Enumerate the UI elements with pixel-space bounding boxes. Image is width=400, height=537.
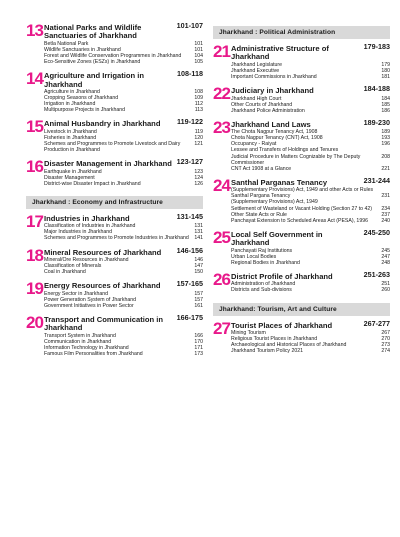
section-banner: Jharkhand: Tourism, Art and Culture: [213, 303, 390, 316]
chapter-number: 19: [26, 279, 43, 299]
chapter-title[interactable]: Agriculture and Irrigation in Jharkhand: [44, 71, 144, 89]
topic-page-number: 208: [381, 153, 390, 160]
topic-label: Schemes and Programmes to Promote Industries in Jharkhand: [44, 235, 189, 242]
topic-label: Agriculture in Jharkhand: [44, 89, 100, 95]
chapter-body: [231, 85, 390, 114]
topic-page-number: 170: [194, 338, 203, 345]
topic-page-number: 109: [194, 95, 203, 102]
topic-page-number: 221: [381, 165, 390, 172]
topic-list: [231, 281, 390, 293]
chapter-number: 21: [213, 42, 230, 61]
topic-list: [231, 96, 390, 114]
topic-page-number: 123: [194, 168, 203, 175]
chapter-heading: [44, 22, 203, 41]
topic-label: Other Courts of Jharkhand: [231, 101, 293, 108]
chapter-entry[interactable]: [26, 314, 203, 357]
topic-page-number: 270: [381, 336, 390, 342]
topic-label: Major Industries in Jharkhand: [44, 229, 113, 236]
topic-label: Regional Bodies in Jharkhand: [231, 259, 300, 266]
topic-item[interactable]: [231, 154, 390, 166]
chapter-title[interactable]: Local Self Government in Jharkhand: [231, 229, 323, 248]
chapter-title[interactable]: Tourist Places of Jharkhand: [231, 320, 333, 330]
topic-page-number: 121: [194, 140, 203, 147]
chapter-title[interactable]: Santhal Parganas Tenancy: [231, 177, 328, 187]
topic-label: Multipurpose Projects in Jharkhand: [44, 107, 126, 114]
topic-label: Energy Sector in Jharkhand: [44, 290, 109, 297]
chapter-number: 15: [26, 117, 43, 137]
topic-page-number: 245: [381, 247, 390, 254]
topic-item[interactable]: [44, 303, 203, 309]
chapter-entry[interactable]: [26, 247, 203, 276]
topic-page-number: 231: [381, 193, 390, 200]
chapter-entry[interactable]: [213, 320, 390, 355]
chapter-title[interactable]: Disaster Management in Jharkhand: [44, 159, 172, 169]
topic-label: Government Initiatives in Power Sector: [44, 302, 134, 309]
topic-label: Betla National Park: [44, 40, 89, 47]
topic-label: Transport System in Jharkhand: [44, 332, 116, 339]
topic-page-number: 124: [194, 174, 203, 181]
section-banner: Jharkhand : Political Administration: [213, 26, 390, 39]
chapter-body: [231, 43, 390, 80]
topic-page-number: 108: [194, 89, 203, 95]
topic-list: [44, 257, 203, 275]
topic-item[interactable]: [231, 348, 390, 354]
chapter-number: 13: [26, 21, 43, 40]
topic-label: Wildlife Sanctuaries in Jharkhand: [44, 46, 121, 53]
topic-item[interactable]: [44, 351, 203, 357]
topic-label: Jharkhand High Court: [231, 95, 282, 102]
topic-item[interactable]: [44, 59, 203, 65]
topic-label: Schemes and Programmes to Promote Livestock and Dairy Production in Jharkhand: [44, 140, 181, 154]
topic-page-number: 273: [381, 342, 390, 349]
chapter-title[interactable]: Animal Husbandry in Jharkhand: [44, 119, 161, 129]
chapter-page-range: 157-165: [176, 279, 203, 289]
chapter-number: 14: [26, 69, 43, 89]
chapter-heading: [231, 119, 390, 129]
topic-list: [44, 129, 203, 153]
topic-list: [231, 129, 390, 172]
chapter-heading: [231, 85, 390, 95]
chapter-heading: [44, 280, 203, 290]
topic-page-number: 120: [194, 134, 203, 141]
topic-page-number: 119: [194, 128, 203, 135]
topic-page-number: 113: [194, 107, 203, 114]
topic-label: Chota Nagpur Tenancy (CNT) Act, 1908: [231, 135, 323, 142]
topic-item[interactable]: [231, 218, 390, 224]
chapter-body: [44, 22, 203, 65]
chapter-title[interactable]: Jharkhand Land Laws: [231, 119, 311, 129]
chapter-heading: [44, 247, 203, 257]
topic-page-number: 147: [194, 263, 203, 270]
topic-item[interactable]: [44, 107, 203, 113]
chapter-page-range: 267-277: [363, 318, 390, 328]
topic-page-number: 141: [194, 235, 203, 242]
chapter-body: [231, 271, 390, 294]
chapter-entry[interactable]: [213, 85, 390, 114]
topic-list: [231, 187, 390, 224]
topic-item[interactable]: [231, 166, 390, 172]
topic-label: Mining Tourism: [231, 329, 266, 336]
topic-page-number: 161: [194, 302, 203, 309]
topic-item[interactable]: [231, 260, 390, 266]
topic-label: (Supplementary Provisions) Act, 1949: [231, 199, 318, 206]
topic-list: [44, 169, 203, 187]
chapter-body: [44, 280, 203, 309]
topic-label: Livestock in Jharkhand: [44, 128, 97, 135]
chapter-page-range: 179-183: [363, 42, 390, 51]
chapter-entry[interactable]: [26, 22, 203, 65]
topic-label: Information Technology in Jharkhand: [44, 344, 129, 351]
topic-item[interactable]: [44, 269, 203, 275]
topic-page-number: 193: [381, 135, 390, 142]
topic-label: District-wise Disaster Impact in Jharkhand: [44, 180, 141, 187]
topic-page-number: 173: [194, 351, 203, 357]
topic-page-number: 247: [381, 253, 390, 260]
topic-page-number: 189: [381, 129, 390, 136]
topic-label: Religious Tourist Places in Jharkhand: [231, 336, 318, 342]
chapter-page-range: 184-188: [363, 84, 390, 94]
chapter-number: 25: [213, 227, 230, 247]
topic-page-number: 131: [194, 229, 203, 236]
topic-page-number: 179: [381, 61, 390, 68]
chapter-entry[interactable]: [26, 158, 203, 187]
topic-label: CNT Act 1908 at a Glance: [231, 165, 292, 172]
topic-page-number: 267: [381, 329, 390, 336]
chapter-page-range: 119-122: [177, 117, 203, 127]
chapter-heading: [44, 314, 203, 333]
chapter-page-range: 101-107: [176, 21, 203, 30]
chapter-page-range: 146-156: [176, 245, 203, 255]
chapter-title[interactable]: District Profile of Jharkhand: [231, 271, 333, 281]
chapter-body: [231, 177, 390, 224]
topic-page-number: 196: [381, 141, 390, 148]
chapter-entry[interactable]: [26, 118, 203, 153]
topic-list: [44, 223, 203, 241]
topic-page-number: 248: [381, 259, 390, 266]
chapter-title[interactable]: Administrative Structure of Jharkhand: [231, 44, 329, 62]
topic-label: Eco-Sensitive Zones (ESZs) in Jharkhand: [44, 59, 141, 66]
topic-label: Mineral/Ore Resources in Jharkhand: [44, 256, 129, 263]
topic-page-number: 260: [381, 287, 390, 294]
chapter-page-range: 189-230: [363, 117, 390, 127]
topic-label: (Supplementary Provisions) Act, 1949 and other Acts or Rules: [231, 187, 374, 194]
topic-page-number: 186: [381, 107, 390, 114]
chapter-number: 24: [213, 175, 230, 195]
topic-label: Jharkhand Police Administration: [231, 107, 305, 114]
chapter-number: 23: [213, 117, 230, 137]
topic-page-number: 180: [381, 67, 390, 74]
topic-page-number: 274: [381, 348, 390, 355]
topic-label: Famous Film Personalities from Jharkhand: [44, 351, 143, 357]
topic-page-number: 184: [381, 95, 390, 102]
topic-list: [231, 330, 390, 354]
topic-item[interactable]: [231, 74, 390, 80]
chapter-heading: [44, 118, 203, 128]
topic-page-number: 237: [381, 211, 390, 218]
chapter-page-range: 245-250: [363, 227, 390, 237]
section-banner: Jharkhand : Economy and Infrastructure: [26, 196, 203, 209]
topic-label: Irrigation in Jharkhand: [44, 101, 96, 108]
topic-item[interactable]: [44, 235, 203, 241]
topic-label: Communication in Jharkhand: [44, 338, 112, 345]
chapter-heading: [44, 213, 203, 223]
chapter-entry[interactable]: [213, 229, 390, 266]
chapter-title[interactable]: Transport and Communication in Jharkhand: [44, 314, 163, 333]
topic-label: Archaeological and Historical Places of Jharkhand: [231, 342, 347, 349]
topic-item[interactable]: [44, 181, 203, 187]
topic-page-number: 240: [381, 217, 390, 224]
topic-label: Power Generation System of Jharkhand: [44, 296, 136, 303]
topic-item[interactable]: [231, 108, 390, 114]
chapter-body: [44, 118, 203, 153]
chapter-title[interactable]: Mineral Resources of Jharkhand: [44, 247, 162, 257]
topic-page-number: 171: [194, 344, 203, 351]
topic-label: Earthquake in Jharkhand: [44, 168, 102, 175]
chapter-page-range: 131-145: [176, 211, 203, 221]
chapter-number: 20: [26, 312, 43, 332]
chapter-title[interactable]: Energy Resources of Jharkhand: [44, 281, 161, 291]
topic-list: [231, 248, 390, 266]
topic-list: [44, 89, 203, 113]
topic-page-number: 251: [381, 281, 390, 288]
topic-item[interactable]: [44, 141, 203, 153]
chapter-number: 22: [213, 84, 230, 104]
topic-list: [44, 41, 203, 65]
topic-page-number: 101: [194, 40, 203, 47]
chapter-body: [44, 213, 203, 242]
topic-item[interactable]: [231, 287, 390, 293]
topic-label: Judicial Procedure in Matters Cognizable by The Deputy Commissioner: [231, 153, 361, 166]
topic-label: Important Commissions in Jharkhand: [231, 74, 317, 80]
topic-list: [44, 333, 203, 357]
chapter-page-range: 251-263: [363, 269, 390, 279]
chapter-number: 26: [213, 269, 230, 289]
contents-column-left: [26, 22, 203, 531]
topic-label: Other State Acts or Rule: [231, 211, 287, 218]
chapter-heading: [231, 229, 390, 248]
chapter-title[interactable]: Industries in Jharkhand: [44, 213, 130, 223]
topic-page-number: 157: [194, 290, 203, 297]
topic-label: Classification of Industries in Jharkhand: [44, 223, 136, 230]
chapter-number: 16: [26, 157, 43, 177]
chapter-page-range: 166-175: [176, 312, 203, 322]
topic-label: Jharkhand Legislature: [231, 61, 283, 68]
topic-page-number: 166: [194, 332, 203, 339]
topic-label: Districts and Sub-divisions: [231, 287, 292, 294]
chapter-body: [231, 229, 390, 266]
topic-list: [231, 62, 390, 80]
topic-page-number: 105: [194, 59, 203, 66]
topic-page-number: 181: [381, 74, 390, 80]
topic-page-number: 131: [194, 223, 203, 230]
chapter-page-range: 108-118: [177, 69, 203, 79]
topic-label: Classification of Minerals: [44, 263, 102, 270]
topic-label: Santhal Pargana Tenancy: [231, 193, 291, 200]
topic-label: Panchayati Raj Institutions: [231, 247, 293, 254]
chapter-heading: [231, 271, 390, 281]
topic-label: Urban Local Bodies: [231, 253, 277, 260]
chapter-heading: [231, 177, 390, 187]
chapter-number: 17: [26, 211, 43, 231]
chapter-title[interactable]: Judiciary in Jharkhand: [231, 86, 314, 96]
topic-label: Lessee and Transfers of Holdings and Tenures: [231, 147, 339, 154]
topic-page-number: 157: [194, 296, 203, 303]
topic-page-number: 185: [381, 101, 390, 108]
topic-page-number: 112: [194, 101, 203, 108]
topic-label: Fisheries in Jharkhand: [44, 134, 97, 141]
topic-page-number: 101: [194, 46, 203, 53]
topic-label: Cropping Seasons of Jharkhand: [44, 95, 119, 102]
topic-page-number: 104: [194, 53, 203, 59]
chapter-body: [44, 158, 203, 187]
chapter-heading: [231, 320, 390, 330]
chapter-number: 27: [213, 318, 230, 338]
topic-label: Disaster Management: [44, 174, 95, 181]
topic-label: Jharkhand Tourism Policy 2021: [231, 348, 303, 355]
chapter-page-range: 231-244: [363, 175, 390, 185]
topic-label: Settlement of Wasteland or Vacant Holding (Section 27 to 42): [231, 205, 373, 212]
topic-label: Coal in Jharkhand: [44, 269, 86, 276]
topic-label: Jharkhand Executive: [231, 67, 280, 74]
topic-page-number: 126: [194, 180, 203, 187]
chapter-body: [44, 70, 203, 113]
topic-list: [44, 291, 203, 309]
topic-page-number: 234: [381, 205, 390, 212]
topic-page-number: 146: [194, 256, 203, 263]
chapter-title[interactable]: National Parks and Wildlife Sanctuaries of Jharkhand: [44, 23, 142, 41]
chapter-entry[interactable]: [26, 280, 203, 309]
chapter-number: 18: [26, 245, 43, 265]
chapter-entry[interactable]: [213, 119, 390, 172]
chapter-entry[interactable]: [26, 70, 203, 113]
chapter-heading: [44, 70, 203, 89]
chapter-body: [44, 247, 203, 276]
topic-label: Panchayat Extension to Scheduled Areas Act (PESA), 1996: [231, 217, 368, 224]
topic-page-number: 150: [194, 269, 203, 276]
chapter-entry[interactable]: [26, 213, 203, 242]
chapter-body: [231, 320, 390, 355]
chapter-body: [44, 314, 203, 357]
chapter-entry[interactable]: [213, 43, 390, 80]
topic-label: The Chota Nagpur Tenancy Act, 1908: [231, 129, 318, 136]
chapter-entry[interactable]: [213, 271, 390, 294]
chapter-page-range: 123-127: [176, 157, 203, 167]
chapter-heading: [44, 158, 203, 168]
contents-column-right: [209, 22, 390, 531]
topic-label: Administration of Jharkhand: [231, 281, 296, 288]
chapter-body: [231, 119, 390, 172]
topic-label: Occupancy - Raiyat: [231, 141, 277, 148]
chapter-heading: [231, 43, 390, 62]
chapter-entry[interactable]: [213, 177, 390, 224]
topic-label: Forest and Wildlife Conservation Programmes in Jharkhand: [44, 53, 182, 59]
